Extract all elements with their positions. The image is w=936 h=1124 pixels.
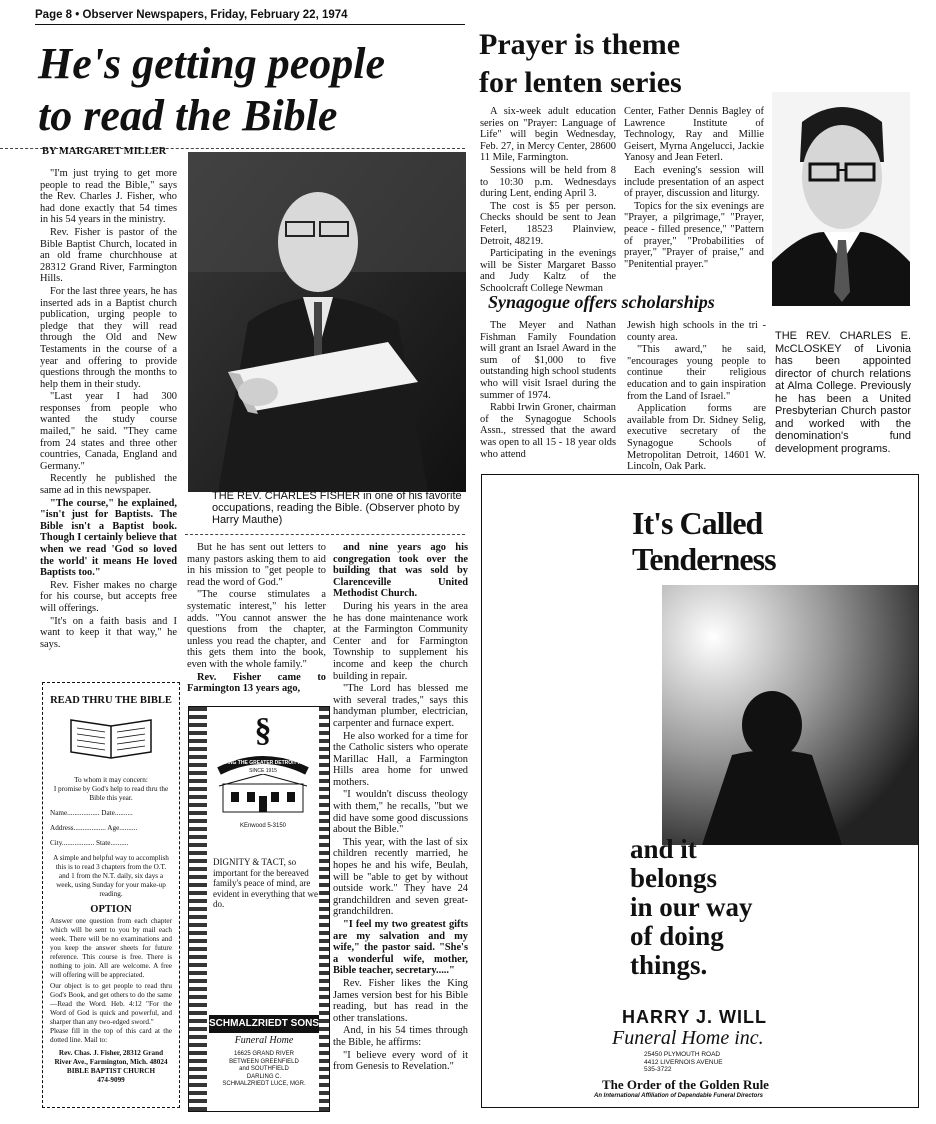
fisher-photo-image <box>188 152 466 492</box>
paragraph: Center, Father Dennis Bagley of Lawrence Institute of Technology, Ray and Millie Geisert, Myrna Angelucci, Jackie Yanosy and Jean Feterl. <box>624 106 764 164</box>
funeral-name-banner: SCHMALZRIEDT SONS <box>209 1015 319 1033</box>
coupon-address-field: Address.................. Age.......... <box>50 824 138 832</box>
byline: BY MARGARET MILLER <box>42 146 167 157</box>
will-headline2: Tenderness <box>632 541 776 577</box>
bible-headline-line1: He's getting people <box>38 39 386 88</box>
coupon-address: Rev. Chas. J. Fisher, 28312 Grand River Ave., Farmington, Mich. 48024 <box>54 1049 168 1066</box>
coupon-church: BIBLE BAPTIST CHURCH <box>66 1067 156 1075</box>
mccloskey-photo-image <box>772 92 910 306</box>
will-headline1: It's Called <box>632 505 763 541</box>
bible-col1 <box>40 168 177 651</box>
paragraph: For the last three years, he has inserted ads in a Baptist church publication, urging people to pledge that they will read through the Old and New Testaments in the course of a year and offering to provide questions through the months to help them in their study. <box>40 285 177 390</box>
synagogue-col2 <box>627 320 766 474</box>
paragraph: Topics for the six evenings are "Prayer, a pilgrimage," "Prayer, peace - filled presence," "Pattern of prayer," "Probabilities of prayer," "Prayer of praise," and "Penitential prayer." <box>624 200 764 270</box>
paragraph: Recently he published the same ad in this newspaper. <box>40 473 177 497</box>
paragraph: And, in his 54 times through the Bible, he affirms: <box>333 1025 468 1048</box>
paragraph: He also worked for a time for the Catholic sisters who operate Marillac Hall, a Farmington Hills area home for unwed mothers. <box>333 730 468 788</box>
paragraph: But he has sent out letters to many pastors asking them to aid in his mission to "get people to read the word of God." <box>187 542 326 588</box>
mccloskey-photo <box>772 92 910 306</box>
paragraph: Participating in the evenings will be Sister Margaret Basso and Judy Kaltz of the Schoolcraft College Newman <box>480 248 616 294</box>
will-tag4: of doing <box>630 921 724 951</box>
funeral-address1: 16625 GRAND RIVER <box>233 1051 295 1057</box>
paragraph: Rev. Fisher likes the King James version best for his Bible reading, but has read in the other translations. <box>333 977 468 1024</box>
coupon-name-field: Name.................. Date.......... <box>50 809 133 817</box>
funeral-address2: BETWEEN GREENFIELD <box>229 1058 299 1065</box>
paragraph: Rev. Fisher is pastor of the Bible Baptist Church, located in an old frame churchhouse at 28312 Grand River, Farmington Hills. <box>40 226 177 285</box>
ornament-border-left <box>189 707 207 1111</box>
coupon-object-text: Our object is to get people to read thru God's Book, and get others to do the same—Read the Word. Heb. 4:12 "For the Word of God is quick and powerful, and sharper than any two-edged sword." <box>50 982 172 1026</box>
bible-coupon <box>42 682 180 1108</box>
paragraph: This year, with the last of six children recently married, he hopes he and his wife, Beulah, will be "able to get by without outside work." They have 24 grandchildren and seven great-grandchildren. <box>333 836 468 918</box>
will-order: The Order of the Golden Rule <box>602 1077 769 1092</box>
paragraph: "Last year I had 300 responses from people who wanted the study course mailed," he said. "They came from 24 states and three other countries, Canada, England and Germany." <box>40 391 177 472</box>
paragraph: "I believe every word of it from Genesis to Revelation." <box>333 1049 468 1073</box>
will-affiliation: An International Affiliation of Dependable Funeral Directors <box>594 1093 764 1099</box>
paragraph: A six-week adult education series on "Prayer: Language of Life" will begin Wednesday, Feb. 27, in Mercy Center, 28600 11 Mile, Farmington. <box>480 106 616 164</box>
paragraph: Jewish high schools in the tri - county area. <box>627 320 766 343</box>
paragraph: Sessions will be held from 8 to 10:30 p.m. Wednesdays during Lent, ending April 3. <box>480 164 616 200</box>
coupon-to-whom: To whom it may concern: <box>74 776 148 784</box>
schmalzriedt-ad <box>188 706 330 1112</box>
paragraph: "I'm just trying to get more people to read the Bible," says the Rev. Charles J. Fisher, who had done exactly that 54 times in his 54 years in the ministry. <box>40 168 177 226</box>
will-funeral-ad <box>481 474 919 1108</box>
bible-col3 <box>333 542 468 1074</box>
will-script: Funeral Home inc. <box>612 1027 764 1049</box>
coupon-option-text: Answer one question from each chapter which will be sent to you by mail each week. There will be no examinations and you keep the answer sheets for future reference. This course is free. There is nothing to join. All are welcome. A free will offering will be appreciated. <box>50 917 172 979</box>
paragraph-bold: "The course," he explained, "isn't just for Baptists. The Bible isn't a Baptist book. Though I certainly believe that when we read 'God so loved the world' it means He loved Baptists too." <box>40 497 177 579</box>
paragraph: Rev. Fisher makes no charge for his course, but accepts free will offerings. <box>40 579 177 614</box>
coupon-method: A simple and helpful way to accomplish this is to read 3 chapters from the O.T. and 1 from the N.T. daily, six days a week, using Sunday for your make-up reading. <box>53 854 169 898</box>
open-bible-icon <box>43 706 179 762</box>
will-name: HARRY J. WILL <box>622 1007 768 1027</box>
bible-col2 <box>187 542 326 696</box>
caption-dashed-rule <box>185 534 465 535</box>
child-silhouette-photo <box>662 585 918 845</box>
will-tag5: things. <box>630 950 708 980</box>
coupon-city-field: City.................. State.......... <box>50 839 129 847</box>
mccloskey-caption: THE REV. CHARLES E. McCLOSKEY of Livonia has been appointed director of church relations at Alma College. Previously he has been a United Presbyterian Church pastor and worked with the denomination's fund development programs. <box>775 330 911 455</box>
fisher-photo <box>188 152 466 492</box>
coupon-mail-text: Please fill in the top of this card at the dotted line. Mail to: <box>50 1027 172 1044</box>
paragraph: During his years in the area he has done maintenance work at the Farmington Community Center and for Farmington Township to supplement his income and keep the church building in repair. <box>333 600 468 682</box>
funeral-subname: Funeral Home <box>234 1035 294 1046</box>
paragraph: "I wouldn't discuss theology with them," he recalls, "but we did have some good discussions about the Bible." <box>333 789 468 836</box>
funeral-address4: DARLING C. <box>246 1073 282 1080</box>
funeral-phone: KEnwood 5-3150 <box>239 823 287 829</box>
coupon-phone: 474-9099 <box>97 1076 125 1084</box>
will-address2: 4412 LIVERNOIS AVENUE <box>644 1058 723 1066</box>
funeral-address3: and SOUTHFIELD <box>239 1066 289 1072</box>
paragraph: "I feel my two greatest gifts are my salvation and my wife," the pastor said. "She's a wonderful wife, mother, Bible teacher, secretary....." <box>333 919 468 977</box>
masthead: Page 8 • Observer Newspapers, Friday, February 22, 1974 <box>35 9 348 21</box>
paragraph: "The course stimulates a systematic interest," his letter adds. "You cannot answer the questions from the chapter, unless you read the chapter, and this gets them into the book, even with the whole family." <box>187 589 326 670</box>
prayer-col1 <box>480 106 616 296</box>
will-address1: 25450 PLYMOUTH ROAD <box>644 1051 721 1058</box>
coupon-title: READ THRU THE BIBLE <box>50 695 172 706</box>
funeral-home-building-icon <box>209 774 317 818</box>
coupon-promise: I promise by God's help to read thru the Bible this year. <box>53 785 169 802</box>
will-tag1: and it <box>630 834 697 864</box>
synagogue-col1 <box>480 320 616 461</box>
synagogue-headline: Synagogue offers scholarships <box>488 292 715 312</box>
paragraph: "This award," he said, "encourages young people to continue their religious education and to gain inspiration from the Land of Israel." <box>627 344 766 402</box>
paragraph: Application forms are available from Dr. Sidney Selig, executive secretary of the Synagogue Schools of Metropolitan Detroit, 14601 W. Lincoln, Oak Park. <box>627 403 766 473</box>
fisher-photo-caption: THE REV. CHARLES FISHER in one of his favorite occupations, reading the Bible. (Observer photo by Harry Mauthe) <box>212 490 462 526</box>
coupon-option-title: OPTION <box>90 904 132 915</box>
will-tag2: belongs <box>630 863 718 893</box>
funeral-body: DIGNITY & TACT, so important for the bereaved family's peace of mind, are evident in everything that we do. <box>213 857 318 909</box>
paragraph: The cost is $5 per person. Checks should be sent to Jean Feterl, 18523 Plainview, Detroit, 48219. <box>480 200 616 247</box>
paragraph: The Meyer and Nathan Fishman Family Foundation will grant an Israel Award in the sum of $1,000 to five outstanding high school students who will visit Israel during the summer of 1974. <box>480 320 616 401</box>
prayer-headline-line1: Prayer is theme <box>479 28 681 61</box>
paragraph: Rev. Fisher came to Farmington 13 years ago, <box>187 671 326 695</box>
seal-top-text: SERVING THE GREATER DETROIT AREA <box>214 760 312 766</box>
paragraph: "The Lord has blessed me with several trades," says this handyman plumber, electrician, carpenter and furnace expert. <box>333 683 468 729</box>
s-monogram-icon: § <box>254 712 272 749</box>
will-tag3: in our way <box>630 892 753 922</box>
seal-since-text: SINCE 1915 <box>249 768 277 774</box>
paragraph: "It's on a faith basis and I want to keep it that way," he says. <box>40 615 177 650</box>
bible-headline-line2: to read the Bible <box>38 91 338 140</box>
paragraph: Rabbi Irwin Groner, chairman of the Synagogue Schools Assn., stressed that the award was open to all 15 - 18 year olds who attend <box>480 402 616 460</box>
prayer-headline-line2: for lenten series <box>479 66 682 99</box>
funeral-address5: SCHMALZRIEDT LUCE, MGR. <box>222 1081 306 1087</box>
masthead-rule <box>35 24 465 25</box>
will-address3: 535-3722 <box>644 1066 672 1073</box>
paragraph: and nine years ago his congregation took over the building that was sold by Clarenceville United Methodist Church. <box>333 542 468 600</box>
prayer-col2 <box>624 106 764 271</box>
paragraph: Each evening's session will include presentation of an aspect of prayer, discussion and liturgy. <box>624 164 764 200</box>
